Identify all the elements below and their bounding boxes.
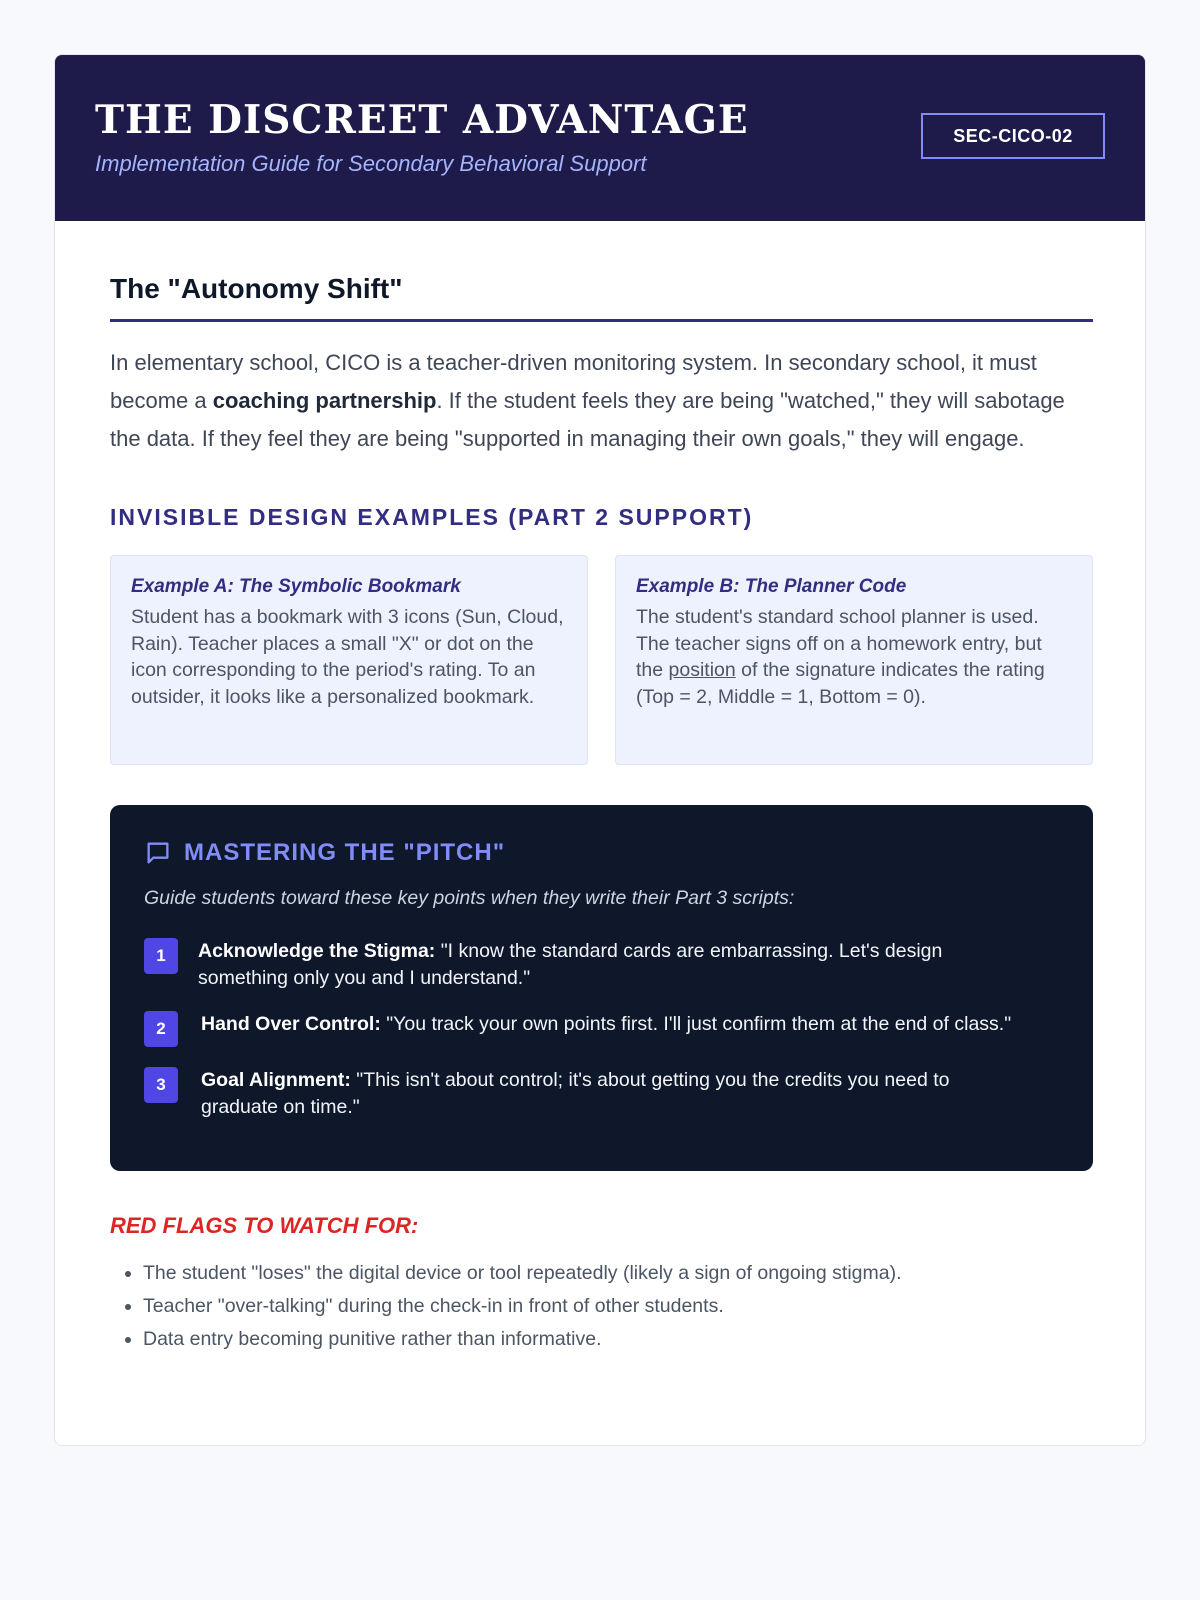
example-b-text-1: The student's standard school planner is used. The teacher signs off on a homework entry, but the xyxy=(636,606,1042,681)
red-flags-title: RED FLAGS TO WATCH FOR: xyxy=(110,1213,419,1238)
example-b-underlined: position xyxy=(668,659,736,681)
pitch-item-label: Acknowledge the Stigma: xyxy=(198,940,436,962)
example-a-text: Student has a bookmark with 3 icons (Sun, Cloud, Rain). Teacher places a small "X" or dot on the icon corresponding to the period's rating. To an outsider, it looks like a personalized bookmark. xyxy=(131,606,564,708)
pitch-item xyxy=(144,1011,1059,1047)
example-b-title: Example B: The Planner Code xyxy=(636,576,907,597)
example-card-b xyxy=(615,555,1093,765)
examples-grid xyxy=(110,555,1093,765)
speech-bubble-icon xyxy=(144,839,172,867)
example-card-a xyxy=(110,555,588,765)
pitch-intro: Guide students toward these key points when they write their Part 3 scripts: xyxy=(144,887,795,909)
pitch-item-text xyxy=(201,1067,1021,1120)
step-number-badge: 3 xyxy=(144,1067,178,1103)
guide-card xyxy=(54,54,1146,1446)
step-number-badge: 1 xyxy=(144,938,178,974)
pitch-title: MASTERING THE "PITCH" xyxy=(184,839,506,866)
pitch-item-label: Hand Over Control: xyxy=(201,1013,381,1035)
examples-heading: INVISIBLE DESIGN EXAMPLES (PART 2 SUPPORT) xyxy=(110,504,754,530)
main-content xyxy=(110,221,1093,1356)
pitch-item-text xyxy=(198,938,1018,991)
pitch-heading xyxy=(144,839,1059,867)
pitch-item-quote: "This isn't about control; it's about getting you the credits you need to graduate on time." xyxy=(201,1069,950,1118)
list-item: • Teacher "over-talking" during the check-in in front of other students. xyxy=(143,1290,1093,1323)
intro-text-1: In elementary school, CICO is a teacher-driven monitoring system. In secondary school, it must become a xyxy=(110,350,1037,413)
page-subtitle: Implementation Guide for Secondary Behavioral Support xyxy=(95,151,647,176)
document-code-badge: SEC-CICO-02 xyxy=(921,113,1105,159)
pitch-item-label: Goal Alignment: xyxy=(201,1069,351,1091)
list-item: • The student "loses" the digital device or tool repeatedly (likely a sign of ongoing stigma). xyxy=(143,1257,1093,1290)
example-b-text-2: of the signature indicates the rating (Top = 2, Middle = 1, Bottom = 0). xyxy=(636,659,1045,708)
intro-bold-text: coaching partnership xyxy=(212,388,437,413)
example-a-title: Example A: The Symbolic Bookmark xyxy=(131,576,461,597)
list-item: • Data entry becoming punitive rather than informative. xyxy=(143,1323,1093,1356)
pitch-list xyxy=(144,938,1059,1120)
page-title: THE DISCREET ADVANTAGE xyxy=(95,97,749,143)
header-banner xyxy=(55,55,1145,221)
pitch-item-text xyxy=(201,1011,1021,1038)
pitch-item-quote: "You track your own points first. I'll just confirm them at the end of class." xyxy=(380,1013,1012,1035)
step-number-badge: 2 xyxy=(144,1011,178,1047)
intro-paragraph xyxy=(110,344,1093,458)
pitch-item xyxy=(144,1067,1059,1120)
section-title: The "Autonomy Shift" xyxy=(110,273,1093,322)
intro-text-2: . If the student feels they are being "watched," they will sabotage the data. If they feel they are being "supported in managing their own goals," they will engage. xyxy=(110,388,1065,451)
pitch-item-quote: "I know the standard cards are embarrassing. Let's design something only you and I understand." xyxy=(198,940,943,989)
example-b-text xyxy=(636,604,1072,710)
red-flags-list xyxy=(110,1257,1093,1356)
pitch-panel xyxy=(110,805,1093,1171)
pitch-item xyxy=(144,938,1059,991)
